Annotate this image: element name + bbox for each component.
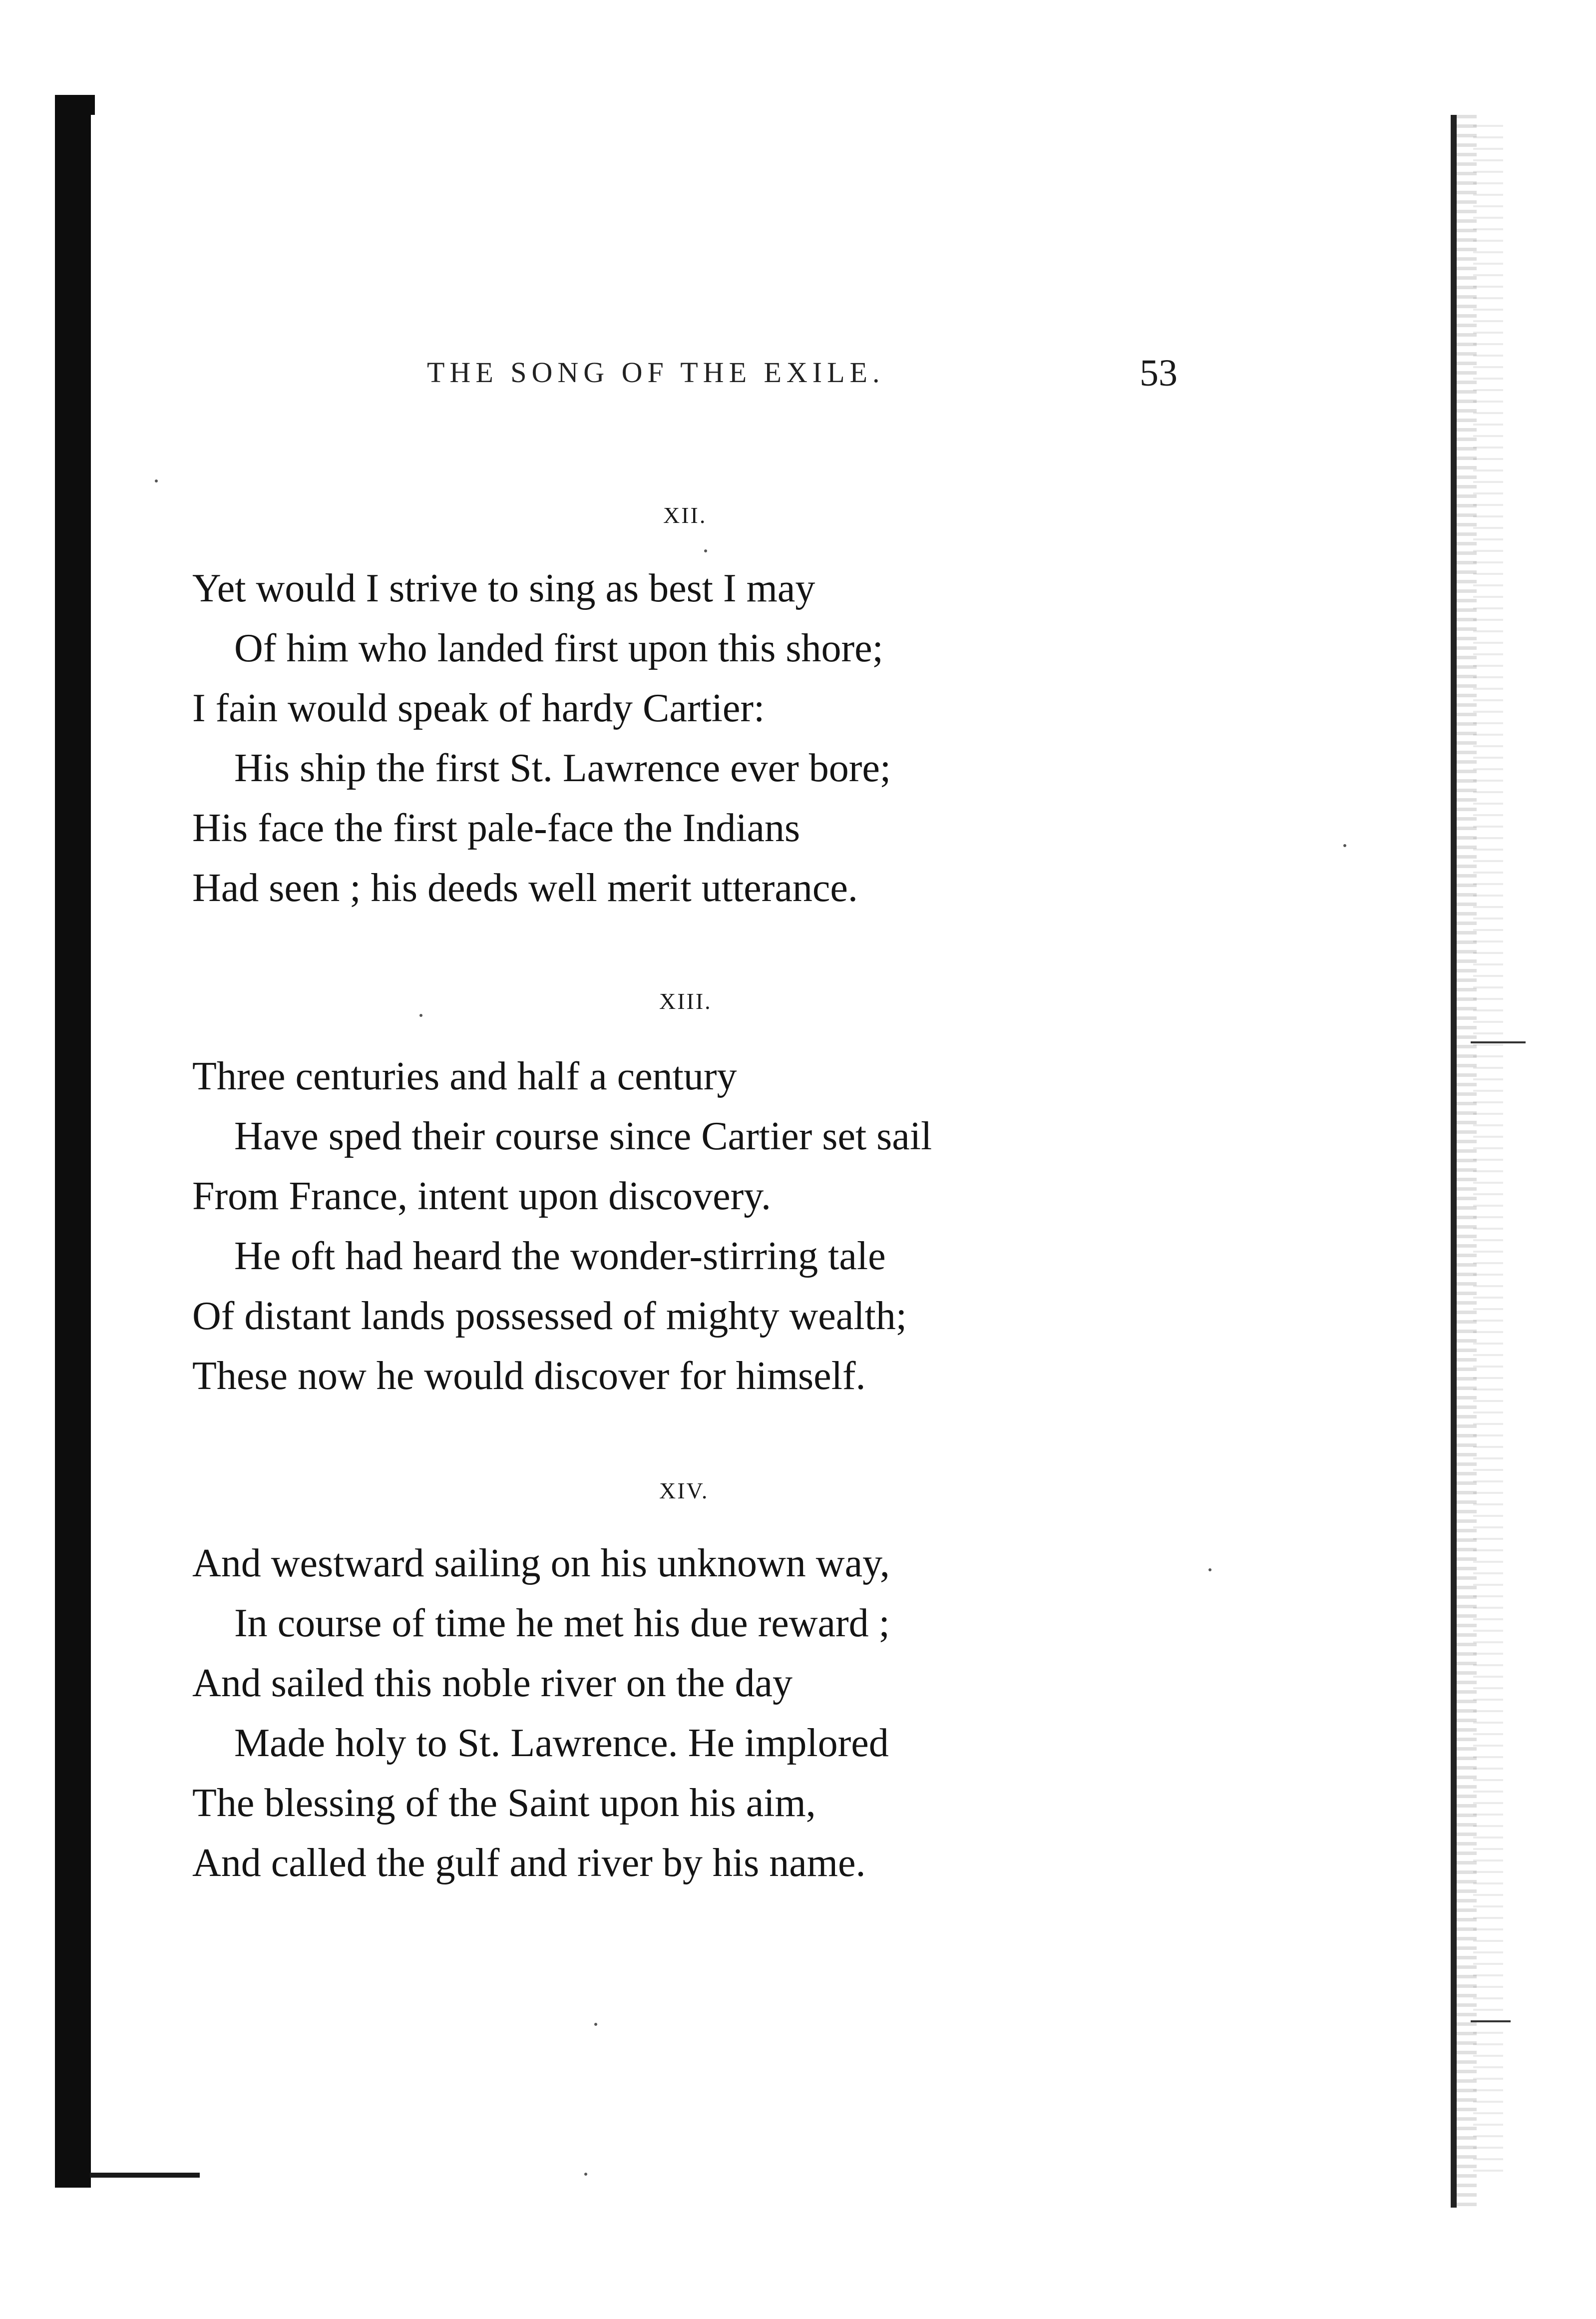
stanza (192, 1046, 1391, 1406)
running-title: THE SONG OF THE EXILE. (427, 356, 885, 389)
verse-line: The blessing of the Saint upon his aim, (192, 1781, 816, 1825)
scan-speck (584, 2173, 587, 2176)
verse-line: Made holy to St. Lawrence. He implored (234, 1721, 889, 1765)
verse-line: Of distant lands possessed of mighty wealth; (192, 1294, 907, 1338)
left-binding-shadow (55, 95, 91, 2188)
verse-line: And westward sailing on his unknown way, (192, 1541, 890, 1585)
verse-line: Three centuries and half a century (192, 1054, 737, 1098)
scan-speck (594, 2023, 597, 2026)
verse-line: His face the first pale-face the Indians (192, 806, 800, 850)
verse-line: Yet would I strive to sing as best I may (192, 566, 815, 610)
verse-line: His ship the first St. Lawrence ever bore; (234, 746, 891, 790)
right-page-edge-texture (1473, 125, 1503, 2173)
verse-line: These now he would discover for himself. (192, 1354, 866, 1398)
stanza-numeral: XII. (663, 502, 707, 528)
verse-line: And called the gulf and river by his name. (192, 1841, 866, 1885)
stanza-numeral: XIII. (659, 988, 712, 1014)
verse-line: I fain would speak of hardy Cartier: (192, 686, 765, 730)
stanza (192, 558, 1391, 918)
verse-line: In course of time he met his due reward ; (234, 1601, 890, 1645)
stanza-numeral: XIV. (659, 1478, 709, 1503)
verse-line: From France, intent upon discovery. (192, 1174, 772, 1218)
verse-line: Have sped their course since Cartier set sail (234, 1114, 932, 1158)
verse-line: He oft had heard the wonder-stirring tale (234, 1234, 886, 1278)
verse-line: Of him who landed first upon this shore; (234, 626, 883, 670)
page-number: 53 (1140, 352, 1178, 394)
right-edge-tick (1471, 2020, 1511, 2022)
scan-speck (155, 479, 158, 482)
left-binding-cap (55, 95, 95, 115)
scan-speck (419, 1014, 422, 1017)
verse-line: And sailed this noble river on the day (192, 1661, 793, 1705)
scan-speck (704, 549, 707, 552)
bottom-edge-line (90, 2173, 200, 2178)
verse-line: Had seen ; his deeds well merit utterance. (192, 866, 858, 910)
stanza (192, 1533, 1391, 1893)
right-edge-tick (1471, 1041, 1526, 1043)
